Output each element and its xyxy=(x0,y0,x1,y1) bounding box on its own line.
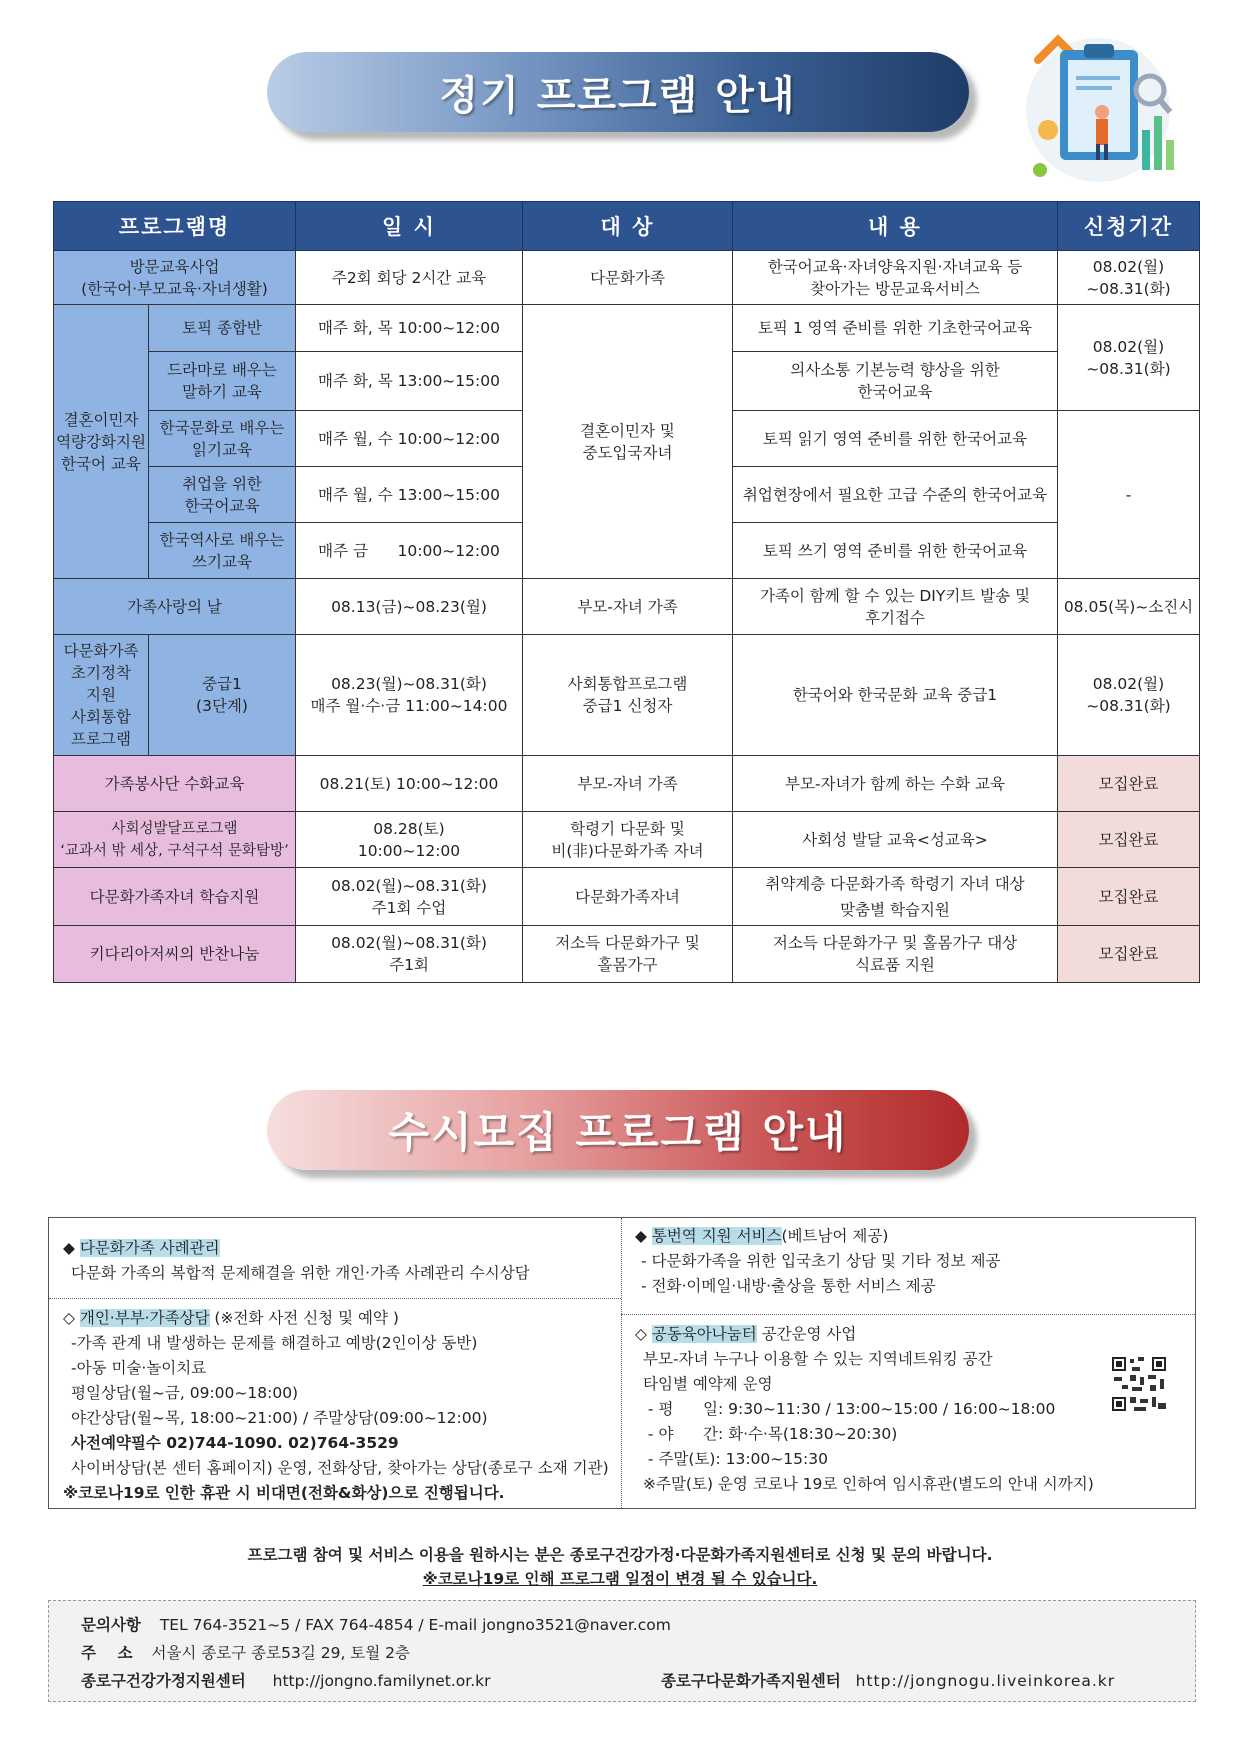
program-name-cell: 키다리아저씨의 반찬나눔 xyxy=(54,926,296,983)
content-cell: 취업현장에서 필요한 고급 수준의 한국어교육 xyxy=(733,467,1058,523)
table-row xyxy=(54,812,1200,868)
program-name-cell: 가족봉사단 수화교육 xyxy=(54,756,296,812)
contact-footer xyxy=(48,1600,1196,1702)
center1-row xyxy=(81,1669,490,1691)
sub-program-cell: 한국역사로 배우는 쓰기교육 xyxy=(149,523,296,579)
schedule-cell: 매주 월, 수 13:00~15:00 xyxy=(296,467,523,523)
schedule-cell: 08.13(금)~08.23(월) xyxy=(296,579,523,635)
counseling-line: -가족 관계 내 발생하는 문제를 해결하고 예방(2인이상 동반) xyxy=(71,1334,478,1352)
bullet: ◆ xyxy=(63,1239,75,1257)
interpretation-line: - 전화·이메일·내방·출상을 통한 서비스 제공 xyxy=(641,1277,936,1295)
childcare-line: ※주말(토) 운영 코로나 19로 인하여 임시휴관(별도의 안내 시까지) xyxy=(643,1475,1094,1493)
target-cell: 다문화가족자녀 xyxy=(523,868,733,926)
program-name-cell: 가족사랑의 날 xyxy=(54,579,296,635)
childcare-line: - 야 간: 화·수·목(18:30~20:30) xyxy=(643,1425,898,1443)
period-cell: 08.02(월) ~08.31(화) xyxy=(1058,635,1200,756)
table-row xyxy=(54,756,1200,812)
center1-url[interactable]: http://jongno.familynet.or.kr xyxy=(272,1672,491,1690)
bullet: ◇ xyxy=(63,1309,75,1327)
interpretation-title: 통번역 지원 서비스 xyxy=(651,1227,782,1245)
regular-program-banner xyxy=(267,52,969,132)
period-cell: 모집완료 xyxy=(1058,812,1200,868)
program-name-cell: 다문화가족자녀 학습지원 xyxy=(54,868,296,926)
contact-row xyxy=(81,1613,671,1635)
schedule-cell: 08.21(토) 10:00~12:00 xyxy=(296,756,523,812)
ondemand-program-box xyxy=(48,1217,1196,1509)
address-row xyxy=(81,1641,410,1663)
schedule-cell: 매주 화, 목 10:00~12:00 xyxy=(296,305,523,352)
content-cell: 가족이 함께 할 수 있는 DIY키트 발송 및 후기접수 xyxy=(733,579,1058,635)
content-cell: 한국어와 한국문화 교육 중급1 xyxy=(733,635,1058,756)
content-cell: 의사소통 기본능력 향상을 위한 한국어교육 xyxy=(733,352,1058,411)
counseling-line: 야간상담(월~목, 18:00~21:00) / 주말상담(09:00~12:00) xyxy=(71,1409,488,1427)
sub-program-cell: 한국문화로 배우는 읽기교육 xyxy=(149,411,296,467)
period-cell: - xyxy=(1058,411,1200,579)
childcare-line: 타임별 예약제 운영 xyxy=(643,1375,773,1393)
schedule-cell: 08.23(월)~08.31(화) 매주 월·수·금 11:00~14:00 xyxy=(296,635,523,756)
content-cell: 부모-자녀가 함께 하는 수화 교육 xyxy=(733,756,1058,812)
sub-program-cell: 드라마로 배우는 말하기 교육 xyxy=(149,352,296,411)
address-label: 주 소 xyxy=(81,1644,133,1662)
program-name-cell: 방문교육사업 (한국어·부모교육·자녀생활) xyxy=(54,251,296,305)
target-cell: 결혼이민자 및 중도입국자녀 xyxy=(523,305,733,579)
reservation-phone: 사전예약필수 02)744-1090. 02)764-3529 xyxy=(71,1434,399,1452)
contact-info: TEL 764-3521~5 / FAX 764-4854 / E-mail jongno3521@naver.com xyxy=(159,1616,671,1634)
childcare-title: 공동육아나눔터 xyxy=(651,1325,757,1343)
childcare-line: - 평 일: 9:30~11:30 / 13:00~15:00 / 16:00~18:00 xyxy=(643,1400,1056,1418)
divider xyxy=(49,1298,621,1299)
childcare-section xyxy=(635,1322,1094,1497)
counseling-section xyxy=(63,1306,609,1506)
center2-label: 종로구다문화가족지원센터 xyxy=(661,1672,841,1690)
period-cell: 08.05(목)~소진시 xyxy=(1058,579,1200,635)
case-management-desc: 다문화 가족의 복합적 문제해결을 위한 개인·가족 사례관리 수시상담 xyxy=(71,1264,530,1282)
counseling-line: -아동 미술·놀이치료 xyxy=(71,1359,207,1377)
target-cell: 학령기 다문화 및 비(非)다문화가족 자녀 xyxy=(523,812,733,868)
schedule-cell: 매주 월, 수 10:00~12:00 xyxy=(296,411,523,467)
table-row xyxy=(54,579,1200,635)
content-cell: 토픽 읽기 영역 준비를 위한 한국어교육 xyxy=(733,411,1058,467)
header-schedule: 일 시 xyxy=(296,202,523,251)
divider xyxy=(621,1218,622,1508)
period-cell: 08.02(월) ~08.31(화) xyxy=(1058,251,1200,305)
schedule-cell: 매주 금 10:00~12:00 xyxy=(296,523,523,579)
banner-title: 수시모집 프로그램 안내 xyxy=(388,1108,848,1157)
schedule-cell: 08.02(월)~08.31(화) 주1회 xyxy=(296,926,523,983)
header-program-name: 프로그램명 xyxy=(54,202,296,251)
table-row xyxy=(54,635,1200,756)
schedule-cell: 매주 화, 목 13:00~15:00 xyxy=(296,352,523,411)
childcare-line: - 주말(토): 13:00~15:30 xyxy=(643,1450,828,1468)
interpretation-note: (베트남어 제공) xyxy=(781,1227,889,1245)
center1-label: 종로구건강가정지원센터 xyxy=(81,1672,246,1690)
content-cell: 한국어교육·자녀양육지원·자녀교육 등 찾아가는 방문교육서비스 xyxy=(733,251,1058,305)
program-name-cell: 사회성발달프로그램 ‘교과서 밖 세상, 구석구석 문화탐방’ xyxy=(54,812,296,868)
banner-title: 정기 프로그램 안내 xyxy=(439,72,797,119)
bullet: ◇ xyxy=(635,1325,647,1343)
table-row xyxy=(54,251,1200,305)
covid-schedule-text: ※코로나19로 인해 프로그램 일정이 변경 될 수 있습니다. xyxy=(422,1570,818,1588)
period-cell: 모집완료 xyxy=(1058,926,1200,983)
center2-url[interactable]: http://jongnogu.liveinkorea.kr xyxy=(855,1672,1116,1690)
target-cell: 부모-자녀 가족 xyxy=(523,756,733,812)
program-group-cell: 결혼이민자 역량강화지원 한국어 교육 xyxy=(54,305,149,579)
content-cell: 토픽 쓰기 영역 준비를 위한 한국어교육 xyxy=(733,523,1058,579)
period-cell: 모집완료 xyxy=(1058,868,1200,926)
childcare-note: 공간운영 사업 xyxy=(756,1325,857,1343)
content-cell: 사회성 발달 교육<성교육> xyxy=(733,812,1058,868)
schedule-cell: 08.02(월)~08.31(화) 주1회 수업 xyxy=(296,868,523,926)
target-cell: 다문화가족 xyxy=(523,251,733,305)
divider xyxy=(621,1314,1195,1315)
case-management-section xyxy=(63,1236,530,1286)
table-header-row xyxy=(54,202,1200,251)
center2-row xyxy=(661,1669,1115,1691)
target-cell: 부모-자녀 가족 xyxy=(523,579,733,635)
qr-code-icon xyxy=(1110,1355,1168,1413)
interpretation-section xyxy=(635,1224,1000,1299)
counseling-note: (※전화 사전 신청 및 예약 ) xyxy=(209,1309,399,1327)
contact-label: 문의사항 xyxy=(81,1616,141,1634)
header-period: 신청기간 xyxy=(1058,202,1200,251)
sub-program-cell: 토픽 종합반 xyxy=(149,305,296,352)
content-cell: 저소득 다문화가구 및 홀몸가구 대상 식료품 지원 xyxy=(733,926,1058,983)
program-name-cell: 다문화가족 초기정착 지원 사회통합 프로그램 xyxy=(54,635,149,756)
target-cell: 사회통합프로그램 중급1 신청자 xyxy=(523,635,733,756)
counseling-title: 개인·부부·가족상담 xyxy=(79,1309,210,1327)
bullet: ◆ xyxy=(635,1227,647,1245)
period-cell: 모집완료 xyxy=(1058,756,1200,812)
counseling-line: 평일상담(월~금, 09:00~18:00) xyxy=(71,1384,299,1402)
case-management-title: 다문화가족 사례관리 xyxy=(79,1239,220,1257)
sub-program-cell: 취업을 위한 한국어교육 xyxy=(149,467,296,523)
sub-program-cell: 중급1 (3단계) xyxy=(149,635,296,756)
table-row xyxy=(54,305,1200,352)
content-cell: 취약계층 다문화가족 학령기 자녀 대상 맞춤별 학습지원 xyxy=(733,868,1058,926)
apply-notice: 프로그램 참여 및 서비스 이용을 원하시는 분은 종로구건강가정·다문화가족지원센터로 신청 및 문의 바랍니다. xyxy=(247,1546,993,1564)
covid-schedule-notice xyxy=(0,1567,1240,1589)
interpretation-line: - 다문화가족을 위한 입국초기 상담 및 기타 정보 제공 xyxy=(641,1252,1001,1270)
table-row xyxy=(54,868,1200,926)
content-cell: 토픽 1 영역 준비를 위한 기초한국어교육 xyxy=(733,305,1058,352)
schedule-cell: 주2회 회당 2시간 교육 xyxy=(296,251,523,305)
header-content: 내 용 xyxy=(733,202,1058,251)
schedule-cell: 08.28(토) 10:00~12:00 xyxy=(296,812,523,868)
header-target: 대 상 xyxy=(523,202,733,251)
counseling-line: 사이버상담(본 센터 홈페이지) 운영, 전화상담, 찾아가는 상담(종로구 소재 기관) xyxy=(71,1459,609,1477)
address-text: 서울시 종로구 종로53길 29, 토월 2층 xyxy=(151,1644,411,1662)
childcare-line: 부모-자녀 누구나 이용할 수 있는 지역네트워킹 공간 xyxy=(643,1350,993,1368)
clipboard-illustration-icon xyxy=(1018,20,1178,190)
ondemand-program-banner xyxy=(267,1090,969,1170)
regular-program-table xyxy=(53,201,1200,983)
target-cell: 저소득 다문화가구 및 홀몸가구 xyxy=(523,926,733,983)
period-cell: 08.02(월) ~08.31(화) xyxy=(1058,305,1200,411)
table-row xyxy=(54,926,1200,983)
covid-notice: ※코로나19로 인한 휴관 시 비대면(전화&화상)으로 진행됩니다. xyxy=(63,1484,505,1502)
